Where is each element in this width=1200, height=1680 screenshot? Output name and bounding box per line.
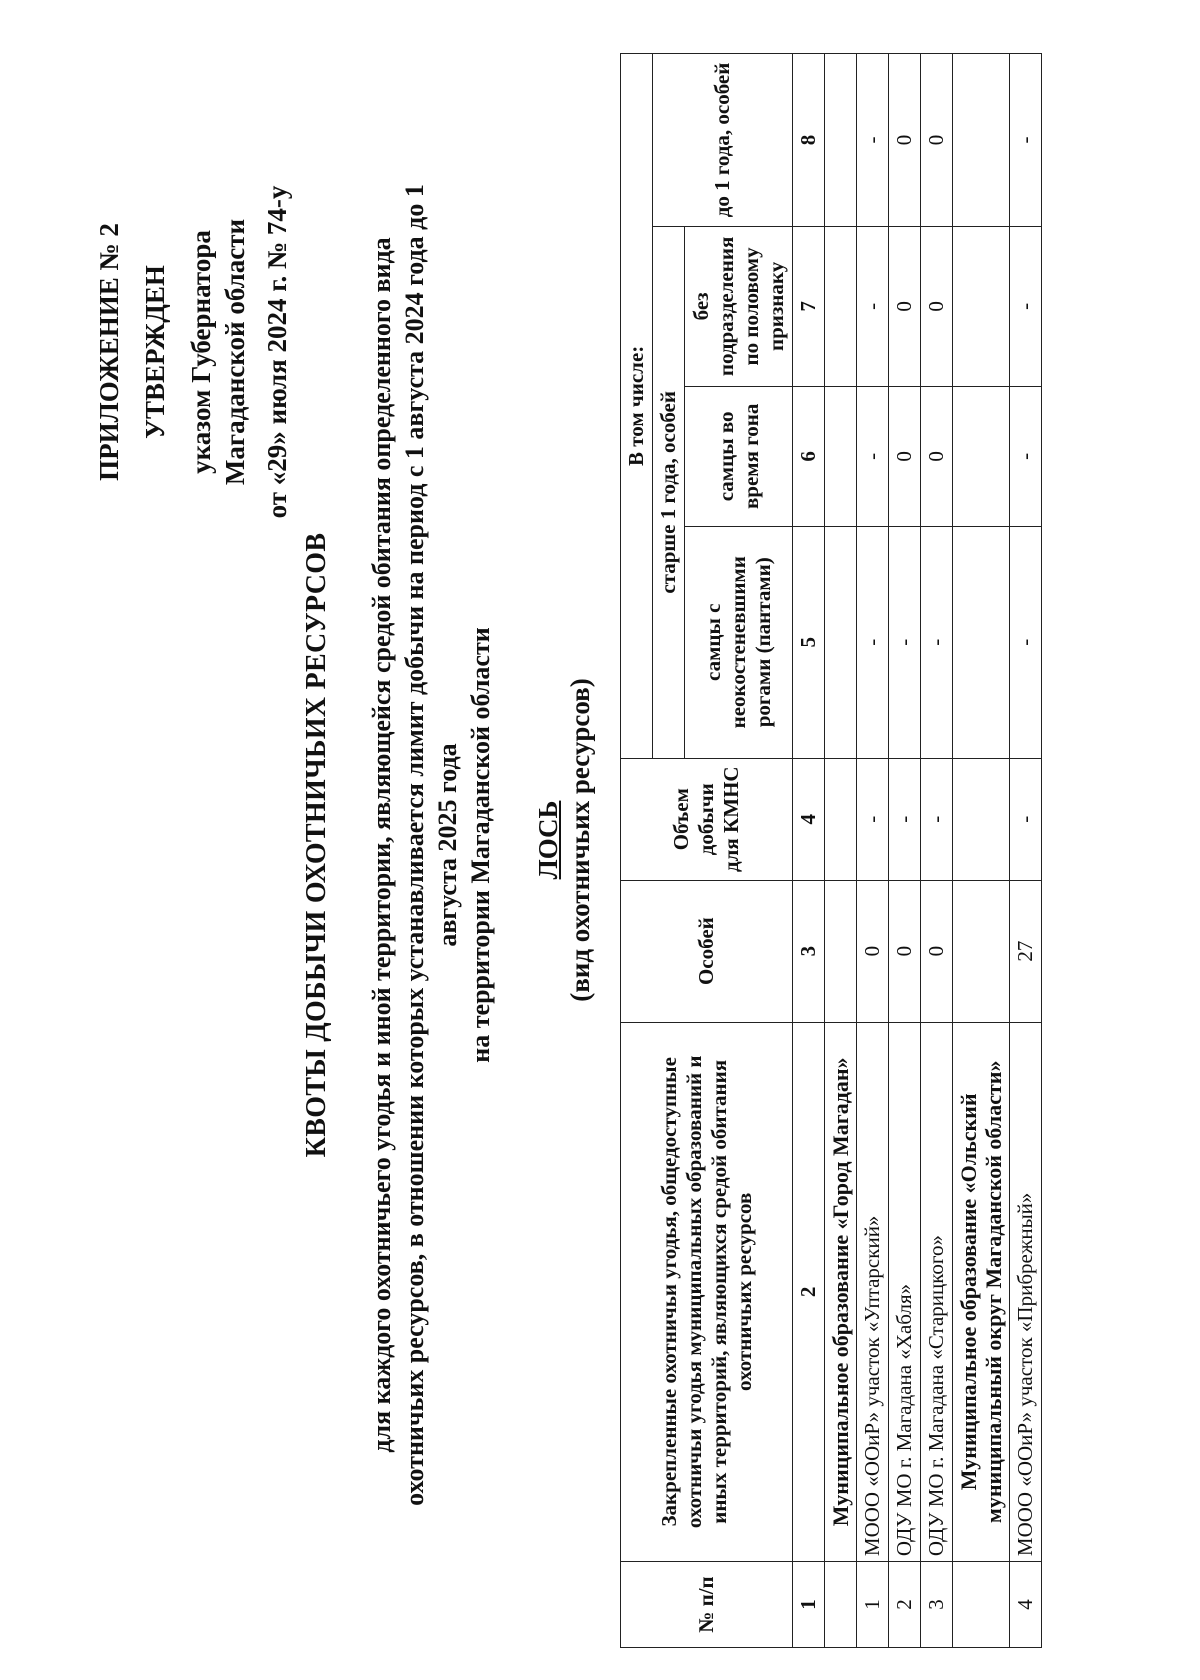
header-territory: Закрепленные охотничьи угодья, общедоступные охотничьи угодья муниципальных образований и иных территорий, являющихся средой обитания охотничьих ресурсов <box>621 1022 793 1562</box>
cell-no-sex: 0 <box>921 226 953 386</box>
cell-under-one: 0 <box>889 54 921 227</box>
approved-by-line-2: Магаданской области <box>220 218 250 486</box>
municipality-row <box>825 54 857 1648</box>
cell-males-antlers: - <box>1010 526 1042 758</box>
table-row <box>921 54 953 1648</box>
cell-kmns: - <box>889 758 921 880</box>
cell-males-antlers: - <box>889 526 921 758</box>
municipality-row <box>953 54 1010 1648</box>
cell-males-rut: 0 <box>921 386 953 526</box>
species-name: ЛОСЬ <box>533 800 563 880</box>
column-number: 3 <box>793 880 825 1022</box>
cell-no-sex: - <box>857 226 889 386</box>
decree-date: от «29» июля 2024 г. № 74-у <box>262 185 292 519</box>
row-num: 2 <box>889 1562 921 1648</box>
row-num: 3 <box>921 1562 953 1648</box>
table-row <box>1010 54 1042 1648</box>
heading-line-1: для каждого охотничьего угодья и иной территории, являющейся средой обитания определенного вида <box>367 237 396 1453</box>
cell-individuals: 0 <box>857 880 889 1022</box>
cell-males-rut: - <box>857 386 889 526</box>
header-individuals: Особей <box>621 880 793 1022</box>
header-including: В том числе: <box>621 54 653 759</box>
heading-line-3: августа 2025 года <box>433 743 462 947</box>
territory-name: ОДУ МО г. Магадана «Хабля» <box>889 1022 921 1562</box>
quota-table-body <box>793 54 1042 1648</box>
heading-line-2: охотничьих ресурсов, в отношении которых устанавливается лимит добычи на период с 1 августа 2024 года до 1 <box>400 184 429 1506</box>
header-males-rut: самцы во время гона <box>685 386 793 526</box>
cell-males-antlers: - <box>921 526 953 758</box>
cell-no-sex: 0 <box>889 226 921 386</box>
territory-name: МООО «ООиР» участок «Прибрежный» <box>1010 1022 1042 1562</box>
column-number: 7 <box>793 226 825 386</box>
heading-main: КВОТЫ ДОБЫЧИ ОХОТНИЧЬИХ РЕСУРСОВ <box>301 532 332 1158</box>
column-number-row <box>793 54 825 1648</box>
cell-kmns: - <box>857 758 889 880</box>
column-number: 4 <box>793 758 825 880</box>
cell-individuals: 0 <box>921 880 953 1022</box>
territory-name: ОДУ МО г. Магадана «Старицкого» <box>921 1022 953 1562</box>
document-heading <box>300 130 497 1560</box>
species-block <box>532 440 596 1240</box>
cell-individuals: 0 <box>889 880 921 1022</box>
municipality-name: Муниципальное образование «Ольский муниципальный округ Магаданской области» <box>953 1022 1010 1562</box>
municipality-name: Муниципальное образование «Город Магадан» <box>825 1022 857 1562</box>
column-number: 2 <box>793 1022 825 1562</box>
row-num: 1 <box>857 1562 889 1648</box>
appendix-title: ПРИЛОЖЕНИЕ № 2 <box>94 223 124 481</box>
cell-under-one: - <box>857 54 889 227</box>
cell-under-one: - <box>1010 54 1042 227</box>
approved-label: УТВЕРЖДЕН <box>140 265 170 439</box>
column-number: 1 <box>793 1562 825 1648</box>
cell-no-sex: - <box>1010 226 1042 386</box>
header-kmns: Объем добычи для КМНС <box>621 758 793 880</box>
column-number: 6 <box>793 386 825 526</box>
header-no-sex: без подразделения по половому признаку <box>685 226 793 386</box>
column-number: 5 <box>793 526 825 758</box>
cell-under-one: 0 <box>921 54 953 227</box>
cell-males-rut: 0 <box>889 386 921 526</box>
header-num: № п/п <box>621 1562 793 1648</box>
table-row <box>857 54 889 1648</box>
cell-males-rut: - <box>1010 386 1042 526</box>
cell-males-antlers: - <box>857 526 889 758</box>
header-under-one: до 1 года, особей <box>653 54 793 227</box>
cell-kmns: - <box>1010 758 1042 880</box>
column-number: 8 <box>793 54 825 227</box>
cell-kmns: - <box>921 758 953 880</box>
species-caption: (вид охотничьих ресурсов) <box>565 678 595 1002</box>
header-males-antlers: самцы с неокостеневшими рогами (пантами) <box>685 526 793 758</box>
cell-individuals: 27 <box>1010 880 1042 1022</box>
table-row <box>889 54 921 1648</box>
quota-table <box>620 53 1042 1648</box>
heading-line-4: на территории Магаданской области <box>466 627 495 1063</box>
approval-block <box>92 142 294 562</box>
approved-by-line-1: указом Губернатора <box>186 230 216 474</box>
row-num: 4 <box>1010 1562 1042 1648</box>
header-older: старше 1 года, особей <box>653 226 685 758</box>
territory-name: МООО «ООиР» участок «Уптарский» <box>857 1022 889 1562</box>
